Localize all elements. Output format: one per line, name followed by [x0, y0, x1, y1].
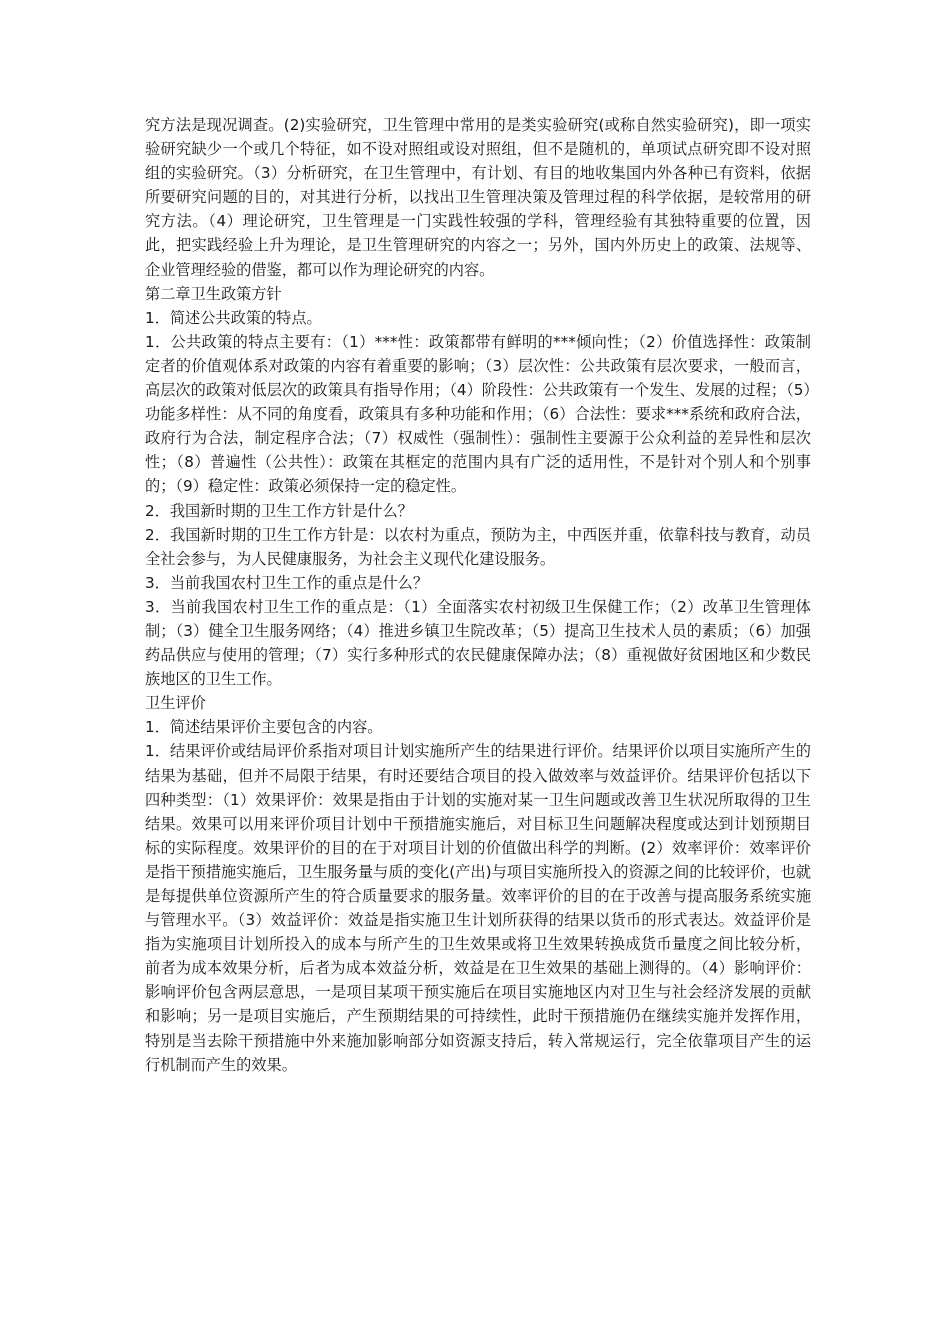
question-3: 3．当前我国农村卫生工作的重点是什么？ — [145, 573, 429, 592]
research-methods-paragraph: 究方法是现况调查。(2)实验研究，卫生管理中常用的是类实验研究(或称自然实验研究)，即一项实验研究缺少一个或几个特征，如不设对照组或设对照组，但不是随机的，单项试点研究即不设对照组的实验研究。（3）分析研究，在卫生管理中，有计划、有目的地收集国内外各种已有资料，依据所要研究问题的目的，对其进行分析，以找出卫生管理决策及管理过程的科学依据，是较常用的研究方法。（4）理论研究，卫生管理是一门实践性较强的学科，管理经验有其独特重要的位置，因此，把实践经验上升为理论，是卫生管理研究的内容之一；另外，国内外历史上的政策、法规等、企业管理经验的借鉴，都可以作为理论研究的内容。 — [145, 116, 811, 279]
answer-2: 2．我国新时期的卫生工作方针是：以农村为重点，预防为主，中西医并重，依靠科技与教育，动员全社会参与，为人民健康服务，为社会主义现代化建设服务。 — [145, 525, 811, 568]
section-heading-health-evaluation: 卫生评价 — [145, 694, 206, 713]
chapter-heading: 第二章卫生政策方针 — [145, 284, 282, 303]
question-2: 2．我国新时期的卫生工作方针是什么？ — [145, 501, 413, 520]
evaluation-question-1: 1．简述结果评价主要包含的内容。 — [145, 718, 383, 737]
document-page — [145, 113, 811, 1077]
question-1: 1．简述公共政策的特点。 — [145, 308, 322, 327]
answer-3: 3．当前我国农村卫生工作的重点是：（1）全面落实农村初级卫生保健工作；（2）改革卫生管理体制；（3）健全卫生服务网络；（4）推进乡镇卫生院改革；（5）提高卫生技术人员的素质；（6）加强药品供应与使用的管理；（7）实行多种形式的农民健康保障办法；（8）重视做好贫困地区和少数民族地区的卫生工作。 — [145, 597, 811, 689]
evaluation-answer-1: 1．结果评价或结局评价系指对项目计划实施所产生的结果进行评价。结果评价以项目实施所产生的结果为基础，但并不局限于结果，有时还要结合项目的投入做效率与效益评价。结果评价包括以下四种类型：（1）效果评价：效果是指由于计划的实施对某一卫生问题或改善卫生状况所取得的卫生结果。效果可以用来评价项目计划中干预措施实施后，对目标卫生问题解决程度或达到计划预期目标的实际程度。效果评价的目的在于对项目计划的价值做出科学的判断。(2）效率评价：效率评价是指干预措施实施后，卫生服务量与质的变化(产出)与项目实施所投入的资源之间的比较评价，也就是每提供单位资源所产生的符合质量要求的服务量。效率评价的目的在于改善与提高服务系统实施与管理水平。（3）效益评价：效益是指实施卫生计划所获得的结果以货币的形式表达。效益评价是指为实施项目计划所投入的成本与所产生的卫生效果或将卫生效果转换成货币量度之间比较分析，前者为成本效果分析，后者为成本效益分析，效益是在卫生效果的基础上测得的。（4）影响评价：影响评价包含两层意思，一是项目某项干预实施后在项目实施地区内对卫生与社会经济发展的贡献和影响；另一是项目实施后，产生预期结果的可持续性，此时干预措施仍在继续实施并发挥作用，特别是当去除干预措施中外来施加影响部分如资源支持后，转入常规运行，完全依靠项目产生的运行机制而产生的效果。 — [145, 742, 811, 1074]
answer-1: 1．公共政策的特点主要有：（1）***性：政策都带有鲜明的***倾向性；（2）价值选择性：政策制定者的价值观体系对政策的内容有着重要的影响；（3）层次性：公共政策有层次要求，一般而言，高层次的政策对低层次的政策具有指导作用；（4）阶段性：公共政策有一个发生、发展的过程；（5）功能多样性：从不同的角度看，政策具有多种功能和作用；（6）合法性：要求***系统和政府合法，政府行为合法，制定程序合法；（7）权威性（强制性）：强制性主要源于公众利益的差异性和层次性；（8）普遍性（公共性）：政策在其框定的范围内具有广泛的适用性，不是针对个别人和个别事的；（9）稳定性：政策必须保持一定的稳定性。 — [145, 332, 811, 496]
